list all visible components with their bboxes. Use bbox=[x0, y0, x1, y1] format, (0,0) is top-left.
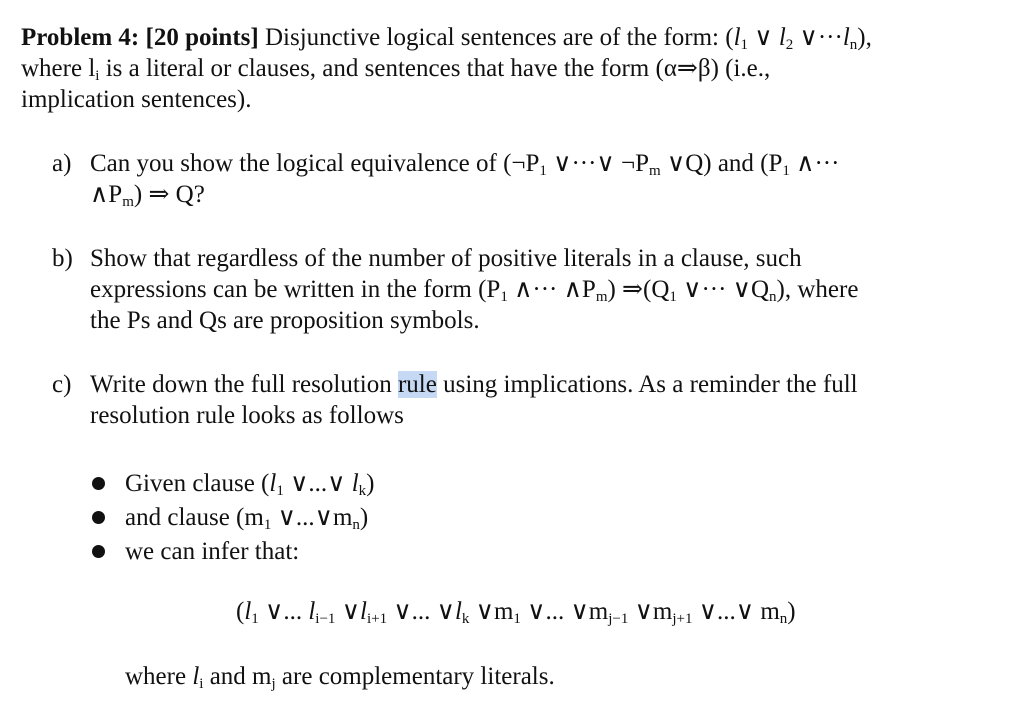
complementary-note: where $l_i$ and $m_j$ are complementary literals. bbox=[125, 663, 555, 692]
question-b-label: b) bbox=[52, 245, 73, 272]
question-c-text: Write down the full resolution rule using implications. As a reminder the full resolution rule looks as follows bbox=[90, 371, 858, 429]
problem-label: Problem 4: [20 points] bbox=[21, 24, 259, 51]
question-a bbox=[52, 148, 1002, 210]
bullet-list bbox=[92, 466, 792, 568]
bullet-icon bbox=[92, 477, 105, 490]
question-b bbox=[52, 243, 1002, 336]
question-c bbox=[52, 369, 1002, 431]
bullet-icon bbox=[92, 545, 105, 558]
problem-intro: Problem 4: [20 points] Disjunctive logical sentences are of the form: ($l_1$ ∨ $l_2$ $\vee\cdot\cdot\cdot l_n$), where $l_i$ is a literal or clauses, and sentences that have the form (α⇒β) (i.e., implication sentences). bbox=[21, 24, 872, 113]
question-b-text: Show that regardless of the number of positive literals in a clause, such expressions can be written in the form ($P_1$ ∧··· $\wedge P_m$) $\Rightarrow(Q_1$ ∨··· $\vee Q_n$), where the Ps and Qs are proposition symbols. bbox=[90, 245, 859, 334]
resolution-formula: ($l_1$ ∨... $l_{i-1}$ $\vee l_{i+1}$ ∨... $\vee l_k$ $\vee m_1$ ∨... $\vee m_{j-1}$ $\vee m_{j+1}$ ∨...∨ $m_n$) bbox=[236, 598, 796, 627]
selected-text-highlight[interactable]: rule bbox=[397, 371, 437, 398]
question-c-label: c) bbox=[52, 371, 72, 398]
question-a-label: a) bbox=[52, 150, 72, 177]
list-item: we can infer that: bbox=[92, 534, 792, 568]
bullet-icon bbox=[92, 511, 105, 524]
list-item: Given clause ($l_1$ ∨...∨ $l_k$) bbox=[92, 466, 792, 500]
question-a-text: Can you show the logical equivalence of ($\neg P_1$ ∨···∨ $\neg P_m$ ∨Q) and ($P_1$ ∧··· $\wedge P_m$) ⇒ Q? bbox=[90, 150, 840, 210]
list-item: and clause ($m_1$ $\vee...\vee m_n$) bbox=[92, 500, 792, 534]
intro-text: Disjunctive logical sentences are of the form: ( bbox=[264, 24, 734, 51]
